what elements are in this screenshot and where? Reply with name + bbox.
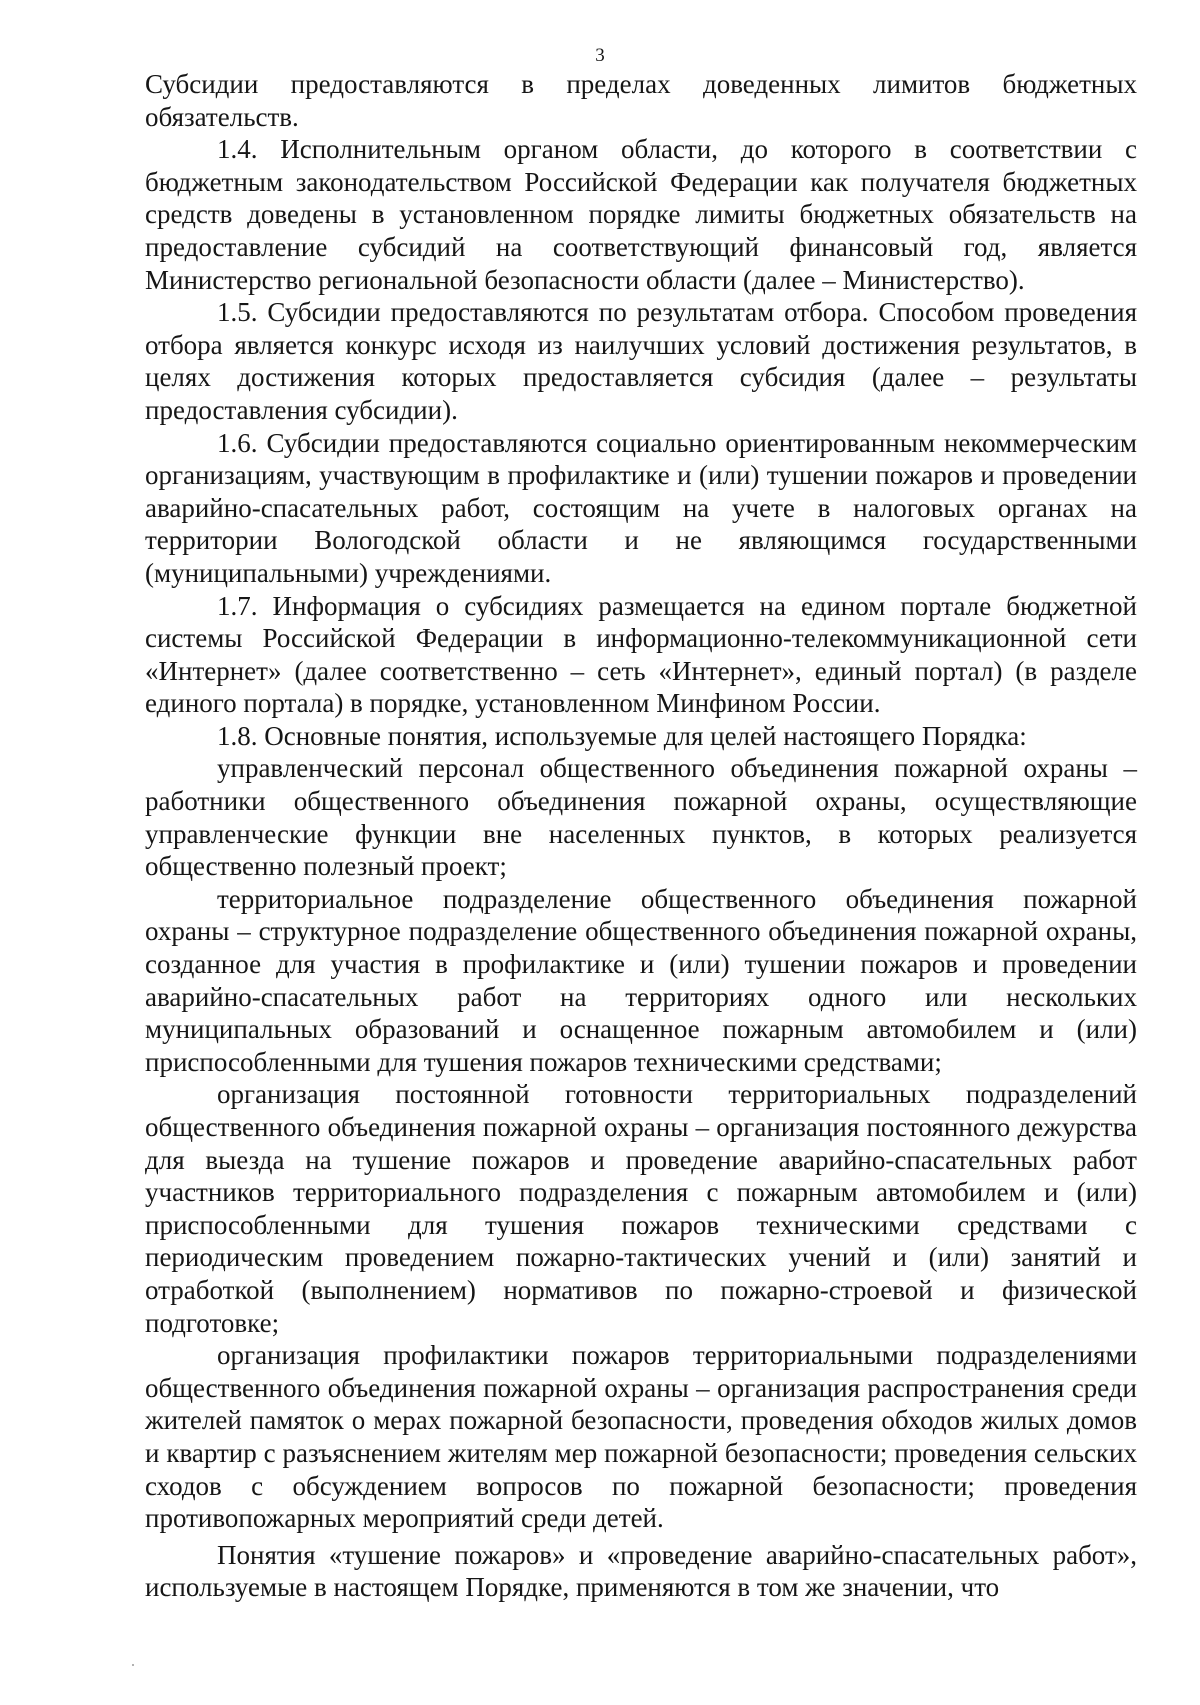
page-number: 3	[595, 45, 605, 66]
paragraph-1-7: 1.7. Информация о субсидиях размещается на едином портале бюджетной системы Российской Федерации в информационно-телекоммуникационной сети «Интернет» (далее соответственно – сеть «Интернет», единый портал) (в разделе единого портала) в порядке, установленном Минфином России.	[145, 590, 1137, 719]
document-body	[145, 68, 1137, 1604]
definition-management-staff: управленческий персонал общественного объединения пожарной охраны – работники общественного объединения пожарной охраны, осуществляющие управленческие функции вне населенных пунктов, в которых реализуется общественно полезный проект;	[145, 753, 1137, 882]
definition-fire-prevention: организация профилактики пожаров территориальными подразделениями общественного объединения пожарной охраны – организация распространения среди жителей памяток о мерах пожарной безопасности, проведения обходов жилых домов и квартир с разъяснением жителям мер пожарной безопасности; проведения сельских сходов с обсуждением вопросов по пожарной безопасности; проведения противопожарных мероприятий среди детей.	[145, 1340, 1137, 1534]
paragraph-1-4: 1.4. Исполнительным органом области, до которого в соответствии с бюджетным законодательством Российской Федерации как получателя бюджетных средств доведены в установленном порядке лимиты бюджетных обязательств на предоставление субсидий на соответствующий финансовый год, является Министерство региональной безопасности области (далее – Министерство).	[145, 134, 1137, 295]
paragraph-1-8: 1.8. Основные понятия, используемые для целей настоящего Порядка:	[217, 720, 1027, 751]
scan-artifact-dot	[132, 1664, 134, 1666]
paragraph-1-6: 1.6. Субсидии предоставляются социально ориентированным некоммерческим организациям, участвующим в профилактике и (или) тушении пожаров и проведении аварийно-спасательных работ, состоящим на учете в налоговых органах на территории Вологодской области и не являющимся государственными (муниципальными) учреждениями.	[145, 427, 1137, 588]
definition-constant-readiness: организация постоянной готовности территориальных подразделений общественного объединения пожарной охраны – организация постоянного дежурства для выезда на тушение пожаров и проведение аварийно-спасательных работ участников территориального подразделения с пожарным автомобилем и (или) приспособленными для тушения пожаров техническими средствами с периодическим проведением пожарно-тактических учений и (или) занятий и отработкой (выполнением) нормативов по пожарно-строевой и физической подготовке;	[145, 1079, 1137, 1338]
paragraph-subsidy-limits: Субсидии предоставляются в пределах доведенных лимитов бюджетных обязательств.	[145, 69, 1137, 132]
paragraph-1-5: 1.5. Субсидии предоставляются по результатам отбора. Способом проведения отбора является конкурс исходя из наилучших условий достижения результатов, в целях достижения которых предоставляется субсидия (далее – результаты предоставления субсидии).	[145, 297, 1137, 425]
definition-territorial-unit: территориальное подразделение общественного объединения пожарной охраны – структурное подразделение общественного объединения пожарной охраны, созданное для участия в профилактике и (или) тушении пожаров и проведении аварийно-спасательных работ на территориях одного или нескольких муниципальных образований и оснащенное пожарным автомобилем и (или) приспособленными для тушения пожаров техническими средствами;	[145, 883, 1137, 1077]
paragraph-concepts: Понятия «тушение пожаров» и «проведение аварийно-спасательных работ», используемые в настоящем Порядке, применяются в том же значении, что	[145, 1539, 1137, 1603]
